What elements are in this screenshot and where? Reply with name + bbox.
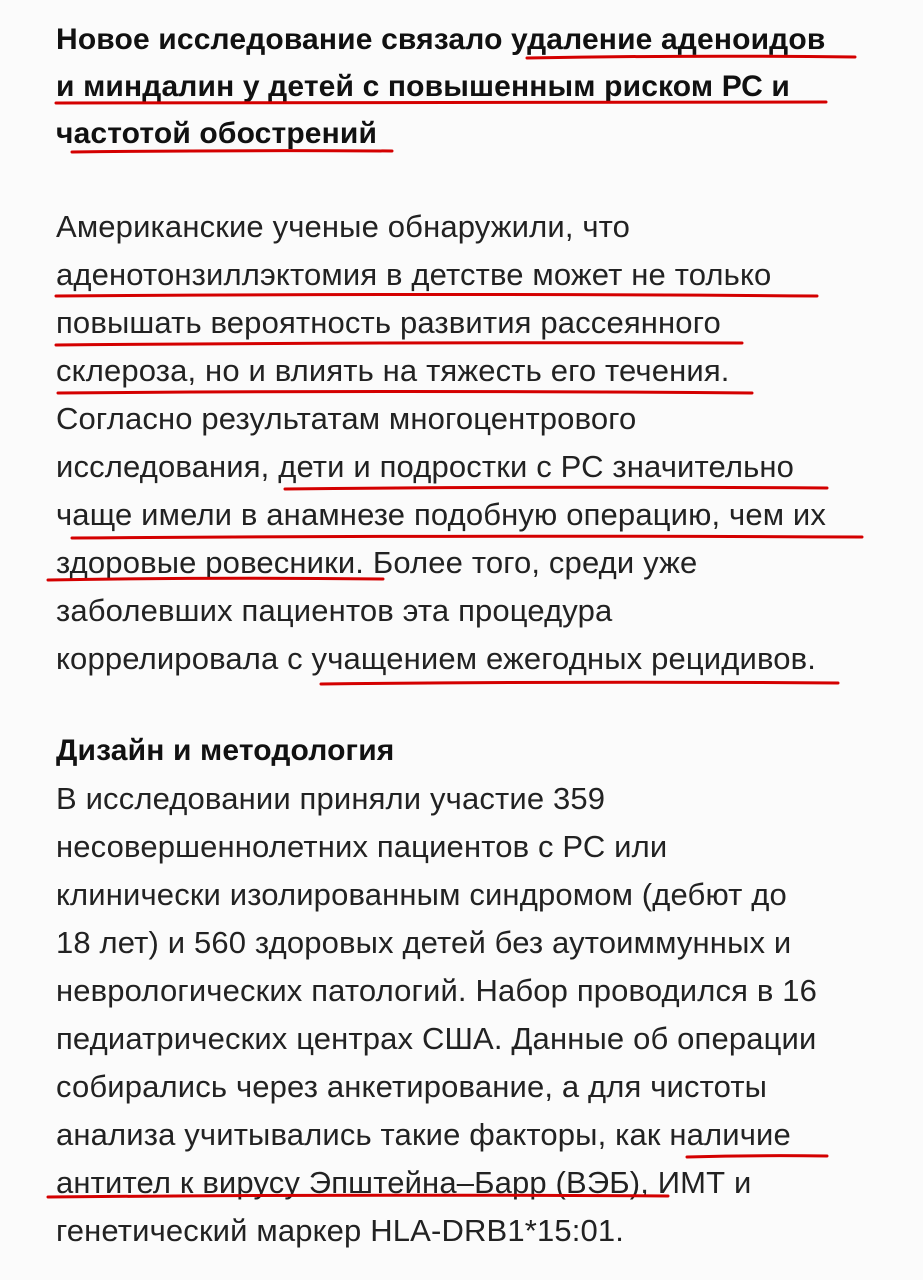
section-line-5: неврологических патологий. Набор проводился в 16 — [56, 973, 817, 1008]
underline-title-2 — [56, 102, 826, 103]
lead-line-5: Согласно результатам многоцентрового — [56, 401, 637, 436]
underline-title-1 — [527, 56, 855, 58]
underline-title-3 — [72, 151, 392, 152]
section-line-8: анализа учитывались такие факторы, как наличие — [56, 1117, 791, 1152]
section-heading: Дизайн и методология — [56, 734, 395, 767]
article-title-line-1: Новое исследование связало удаление аденоидов — [56, 23, 826, 56]
section-line-4: 18 лет) и 560 здоровых детей без аутоиммунных и — [56, 925, 792, 960]
lead-line-3: повышать вероятность развития рассеянного — [56, 305, 721, 340]
underline-section-8 — [687, 1156, 827, 1157]
article-title-line-3: частотой обострений — [56, 117, 378, 150]
underline-lead-8 — [48, 578, 383, 580]
lead-line-2: аденотонзиллэктомия в детстве может не только — [56, 257, 772, 292]
underline-section-9 — [48, 1195, 668, 1197]
lead-line-9: заболевших пациентов эта процедура — [56, 593, 613, 628]
article-title-line-2: и миндалин у детей с повышенным риском РС и — [56, 70, 791, 103]
section-line-7: собирались через анкетирование, а для чистоты — [56, 1069, 768, 1104]
section-line-6: педиатрических центрах США. Данные об операции — [56, 1021, 817, 1056]
section-line-9: антител к вирусу Эпштейна–Барр (ВЭБ), ИМТ и — [56, 1165, 752, 1200]
lead-line-1: Американские ученые обнаружили, что — [56, 209, 631, 244]
underline-lead-2 — [56, 295, 817, 297]
underline-lead-7 — [72, 536, 862, 538]
underline-lead-4 — [58, 392, 752, 394]
lead-line-8: здоровые ровесники. Более того, среди уже — [56, 545, 698, 580]
lead-line-10: коррелировала с учащением ежегодных рецидивов. — [56, 641, 816, 676]
lead-line-4: склероза, но и влиять на тяжесть его течения. — [56, 353, 730, 388]
lead-line-6: исследования, дети и подростки с РС значительно — [56, 449, 795, 484]
underline-lead-3 — [56, 343, 742, 345]
section-line-3: клинически изолированным синдромом (дебют до — [56, 877, 787, 912]
section-line-10: генетический маркер HLA-DRB1*15:01. — [56, 1213, 625, 1248]
lead-line-7: чаще имели в анамнезе подобную операцию, чем их — [56, 497, 827, 532]
section-line-2: несовершеннолетних пациентов с РС или — [56, 829, 668, 864]
underline-lead-6 — [285, 487, 827, 489]
underline-lead-10 — [321, 682, 838, 684]
section-line-1: В исследовании приняли участие 359 — [56, 781, 606, 816]
